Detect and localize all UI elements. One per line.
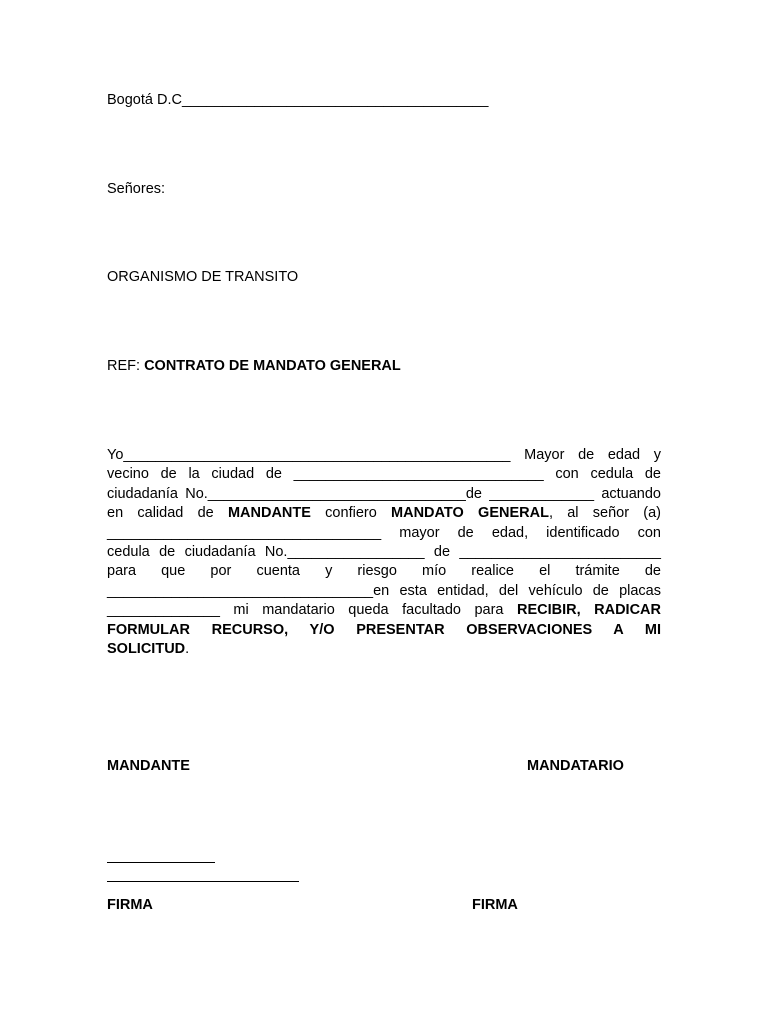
body-line-9 <box>107 601 661 620</box>
body-line-1: Yo________________________________________________ Mayor de edad y <box>107 447 661 463</box>
body-text: confiero <box>310 505 392 522</box>
body-text: . <box>185 640 190 657</box>
signature-line <box>107 881 299 882</box>
body-line-7: para que por cuenta y riesgo mío realice el trámite de <box>107 563 661 580</box>
firma-label-left: FIRMA <box>107 897 153 913</box>
body-text: en calidad de <box>107 505 228 522</box>
reference-title: CONTRATO DE MANDATO GENERAL <box>144 358 401 374</box>
body-text: ______________ mi mandatario queda facultado para <box>107 602 517 619</box>
reference-label: REF: <box>107 358 145 374</box>
city-date-line: Bogotá D.C______________________________________ <box>107 92 489 108</box>
body-line-11 <box>107 640 661 659</box>
body-text: , al señor (a) <box>548 505 661 522</box>
mandatario-heading: MANDATARIO <box>527 758 624 774</box>
salutation: Señores: <box>107 181 166 197</box>
document-page <box>107 0 661 1024</box>
powers-term: RECIBIR, RADICAR <box>516 602 661 619</box>
solicitud-term: SOLICITUD <box>107 640 186 657</box>
recipient-organization: ORGANISMO DE TRANSITO <box>107 269 299 285</box>
signature-line <box>107 862 215 863</box>
body-line-8: _________________________________en esta entidad, del vehículo de placas <box>107 582 661 599</box>
firma-label-right: FIRMA <box>472 897 518 913</box>
body-line-5: __________________________________ mayor de edad, identificado con <box>107 524 661 541</box>
reference-line <box>107 357 401 377</box>
contract-body <box>107 446 661 659</box>
body-line-3: ciudadanía No.________________________________de _____________ actuando <box>107 485 661 502</box>
mandato-general-term: MANDATO GENERAL <box>391 505 549 522</box>
body-line-4 <box>107 504 661 523</box>
body-line-6: cedula de ciudadanía No._________________ de _________________________ <box>107 543 661 560</box>
mandante-term: MANDANTE <box>227 505 311 522</box>
body-line-2: vecino de la ciudad de _______________________________ con cedula de <box>107 466 661 483</box>
body-line-10 <box>107 621 661 640</box>
powers-term: FORMULAR RECURSO, Y/O PRESENTAR OBSERVACIONES A MI <box>107 621 661 638</box>
mandante-heading: MANDANTE <box>107 758 190 774</box>
